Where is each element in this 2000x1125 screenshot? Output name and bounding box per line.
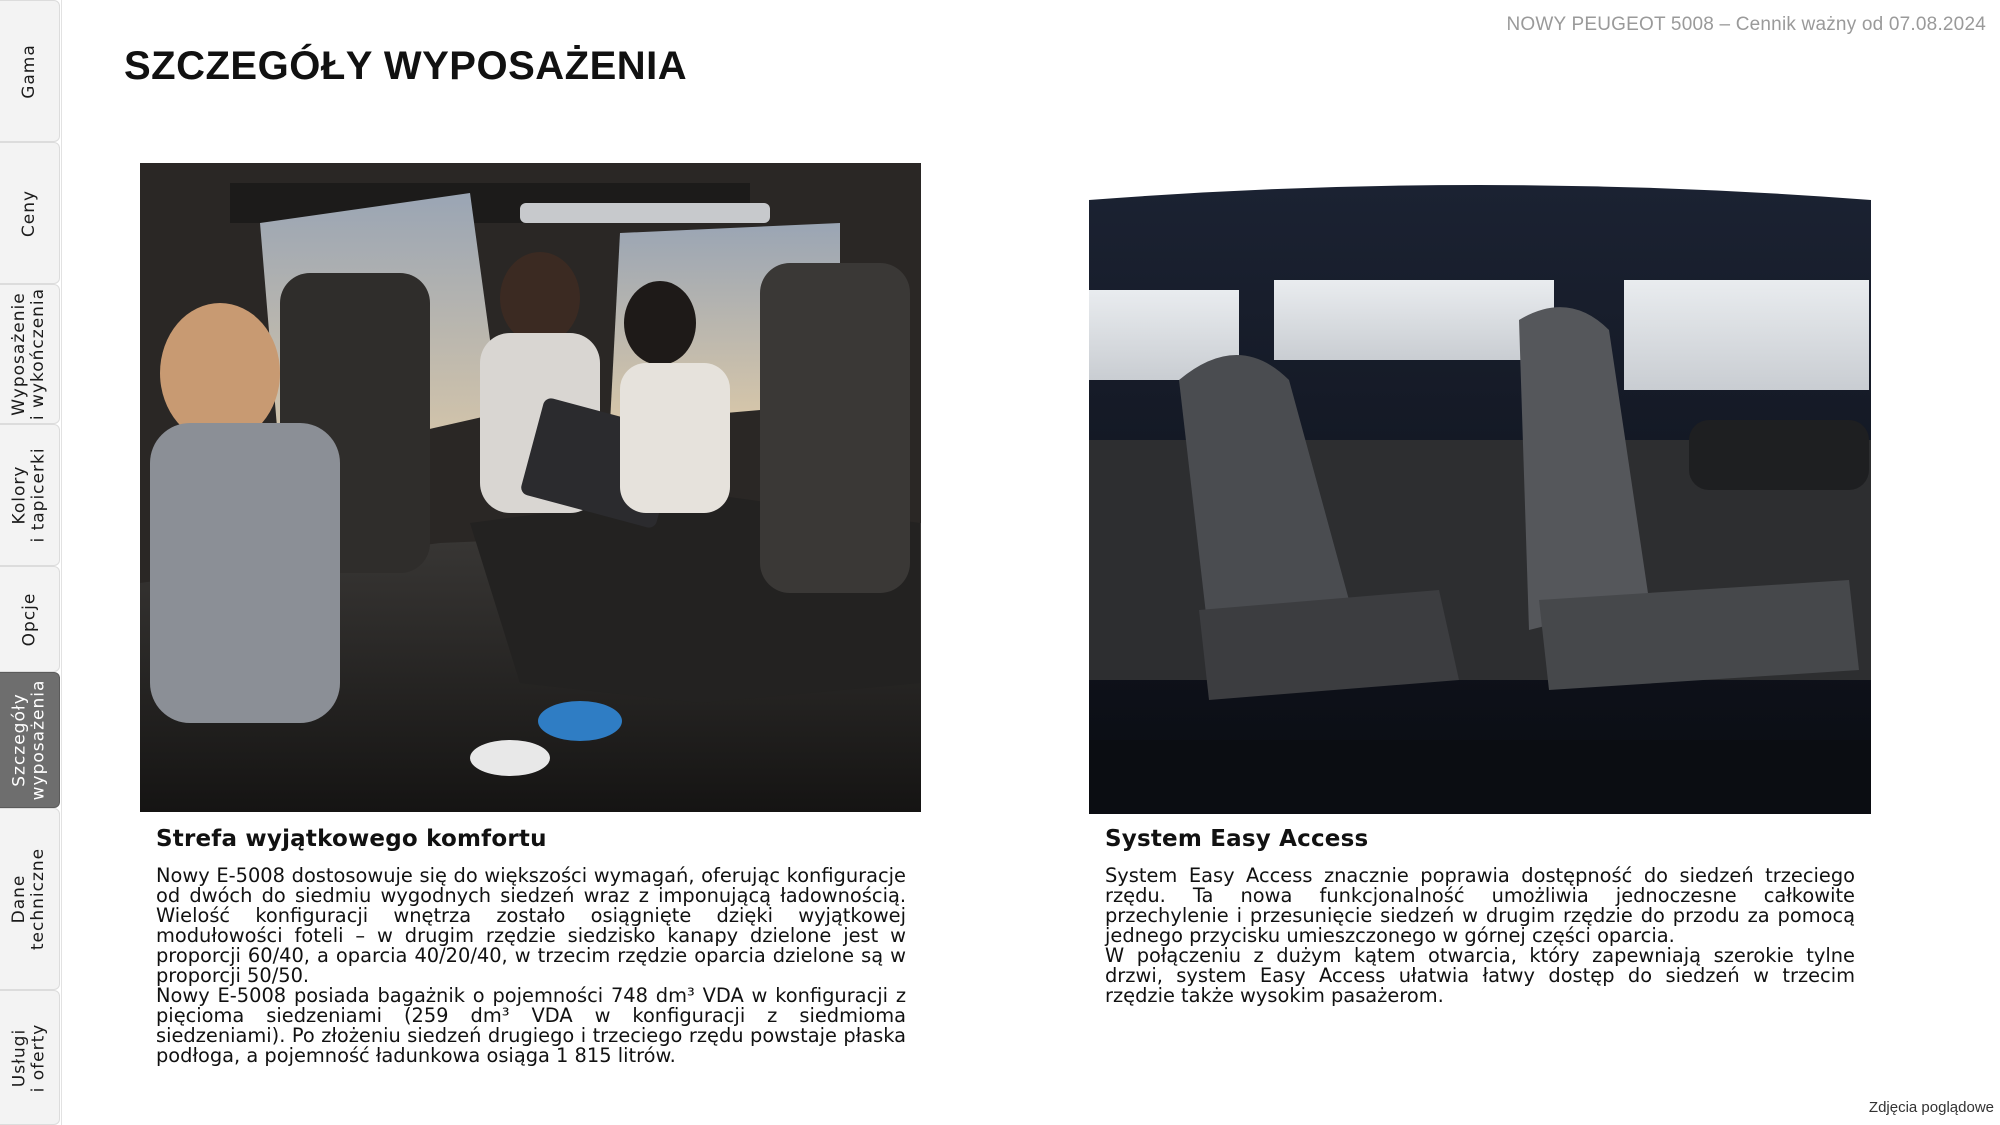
feature-easy-access-title: System Easy Access	[1105, 826, 1369, 852]
tab-kolory-label: Kolory i tapicerki	[9, 447, 49, 543]
tab-gama[interactable]	[0, 0, 60, 142]
feature-comfort-body: Nowy E-5008 dostosowuje się do większości wymagań, oferując konfiguracje od dwóch do siedmiu wygodnych siedzeń wraz z imponującą ładownością. Wielość konfiguracji wnętrza zostało osiągnięte dzięki wyjątkowej modułowości foteli – w drugim rzędzie siedzisko kanapy dzielone jest w proporcji 60/40, a oparcia 40/20/40, w trzecim rzędzie oparcia dzielone są w proporcji 50/50. Nowy E-5008 posiada bagażnik o pojemności 748 dm³ VDA w konfiguracji z pięcioma siedzeniami (259 dm³ VDA w konfiguracji z siedmioma siedzeniami). Po złożeniu siedzeń drugiego i trzeciego rzędu powstaje płaska podłoga, a pojemność ładunkowa osiąga 1 815 litrów.	[156, 864, 906, 1067]
tab-ceny[interactable]	[0, 142, 60, 284]
tab-wyposazenie-label: Wyposażenie i wykończenia	[9, 287, 49, 421]
tab-dane-label: Dane techniczne	[9, 847, 49, 951]
tab-kolory[interactable]	[0, 424, 60, 566]
tab-szczegoly-label: Szczegóły wyposażenia	[9, 679, 49, 801]
section-sidebar	[0, 0, 62, 1125]
tab-opcje[interactable]	[0, 566, 60, 672]
tab-gama-label: Gama	[18, 43, 39, 99]
photo-disclaimer: Zdjęcia poglądowe	[1868, 1099, 1994, 1116]
tab-ceny-label: Ceny	[18, 189, 39, 237]
feature-comfort-zone	[156, 826, 906, 1066]
tab-opcje-label: Opcje	[18, 592, 39, 646]
feature-comfort-title: Strefa wyjątkowego komfortu	[156, 826, 547, 852]
easy-access-seats-photo	[1089, 180, 1871, 814]
document-header: NOWY PEUGEOT 5008 – Cennik ważny od 07.08.2024	[1506, 14, 1986, 35]
tab-dane-techniczne[interactable]	[0, 808, 60, 990]
interior-family-photo	[140, 163, 921, 812]
feature-easy-access	[1105, 826, 1855, 1006]
feature-easy-access-body: System Easy Access znacznie poprawia dostępność do siedzeń trzeciego rzędu. Ta nowa funkcjonalność umożliwia jednoczesne całkowite przechylenie i przesunięcie siedzeń w drugim rzędzie do przodu za pomocą jednego przycisku umieszczonego w górnej części oparcia. W połączeniu z dużym kątem otwarcia, który zapewniają szerokie tylne drzwi, system Easy Access ułatwia łatwy dostęp do siedzeń w trzecim rzędzie także wysokim pasażerom.	[1105, 864, 1855, 1007]
tab-szczegoly-wyposazenia[interactable]	[0, 672, 60, 808]
tab-uslugi-label: Usługi i oferty	[9, 1023, 49, 1092]
tab-wyposazenie[interactable]	[0, 284, 60, 424]
page-title: SZCZEGÓŁY WYPOSAŻENIA	[124, 44, 688, 88]
tab-uslugi[interactable]	[0, 990, 60, 1125]
